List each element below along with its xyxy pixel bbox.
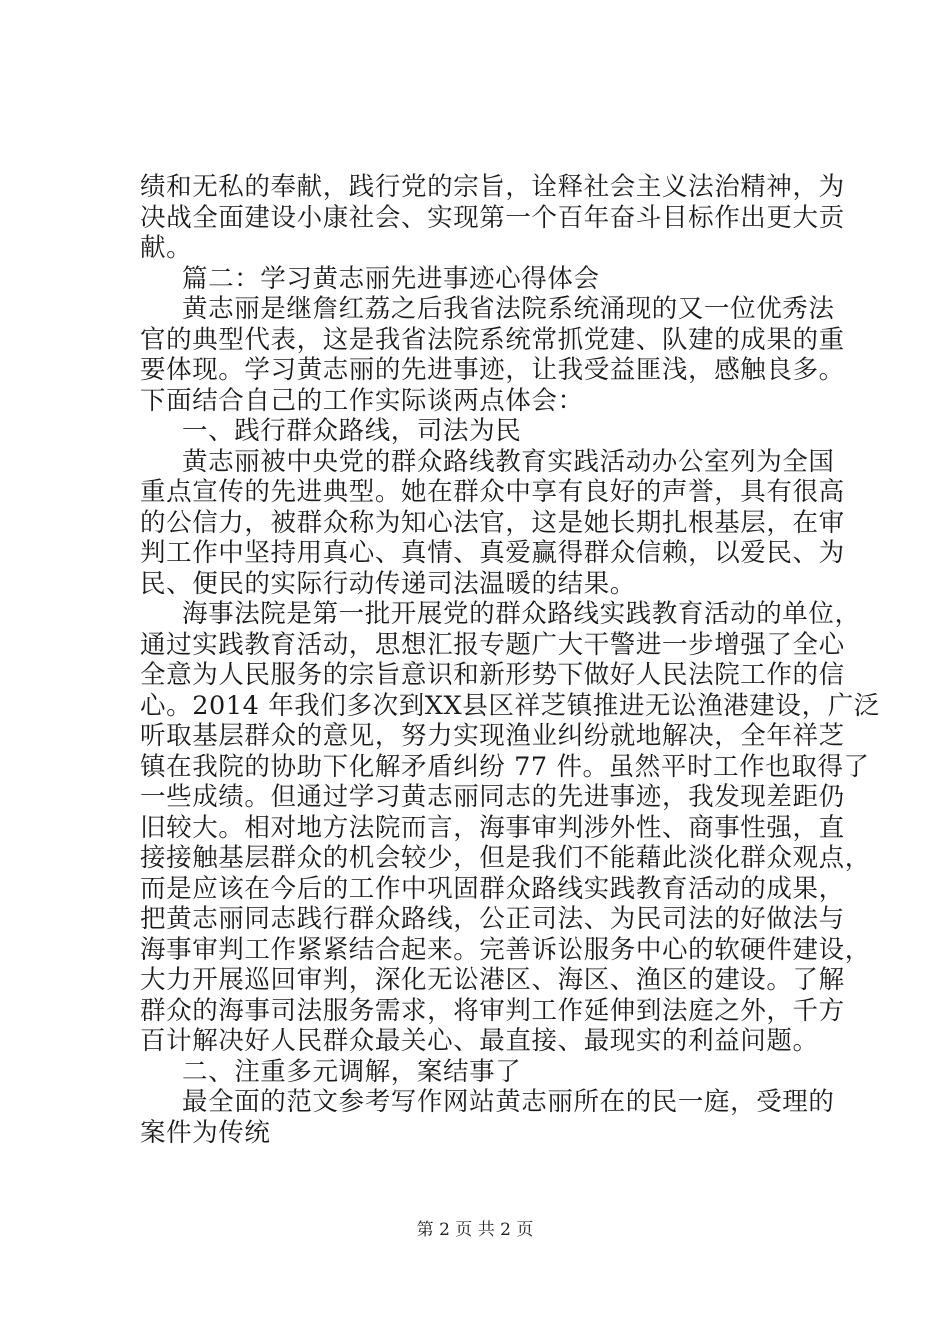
body-line: 全意为人民服务的宗旨意识和新形势下做好人民法院工作的信 xyxy=(140,660,845,690)
section-heading: 篇二：学习黄志丽先进事迹心得体会 xyxy=(182,263,600,294)
body-line: 绩和无私的奉献，践行党的宗旨，诠释社会主义法治精神，为 xyxy=(140,172,845,202)
body-line: 的公信力，被群众称为知心法官，这是她长期扎根基层，在审 xyxy=(140,507,845,538)
body-line: 海事法院是第一批开展党的群众路线实践教育活动的单位， xyxy=(182,599,861,629)
body-line: 把黄志丽同志践行群众路线，公正司法、为民司法的好做法与 xyxy=(140,904,845,934)
subsection-heading: 一、践行群众路线，司法为民 xyxy=(182,416,522,446)
body-line: 判工作中坚持用真心、真情、真爱赢得群众信赖，以爱民、为 xyxy=(140,538,845,568)
body-line: 接接触基层群众的机会较少，但是我们不能藉此淡化群众观点， xyxy=(140,843,871,873)
body-line: 百计解决好人民群众最关心、最直接、最现实的利益问题。 xyxy=(140,1026,819,1056)
body-line: 旧较大。相对地方法院而言，海事审判涉外性、商事性强，直 xyxy=(140,812,845,843)
body-line: 献。 xyxy=(140,233,193,263)
body-line: 一些成绩。但通过学习黄志丽同志的先进事迹，我发现差距仍 xyxy=(140,782,845,812)
body-line: 要体现。学习黄志丽的先进事迹，让我受益匪浅，感触良多。 xyxy=(140,355,845,385)
body-line: 海事审判工作紧紧结合起来。完善诉讼服务中心的软硬件建设， xyxy=(140,934,871,965)
body-line: 最全面的范文参考写作网站黄志丽所在的民一庭，受理的 xyxy=(182,1087,835,1117)
subsection-heading: 二、注重多元调解，案结事了 xyxy=(182,1056,522,1087)
body-line: 镇在我院的协助下化解矛盾纠纷 77 件。虽然平时工作也取得了 xyxy=(140,751,870,782)
body-line: 黄志丽是继詹红荔之后我省法院系统涌现的又一位优秀法 xyxy=(182,294,835,324)
page-footer: 第 2 页 共 2 页 xyxy=(416,1220,534,1240)
body-line: 而是应该在今后的工作中巩固群众路线实践教育活动的成果， xyxy=(140,873,845,904)
body-line: 听取基层群众的意见，努力实现渔业纠纷就地解决，全年祥芝 xyxy=(140,721,845,751)
body-line: 决战全面建设小康社会、实现第一个百年奋斗目标作出更大贡 xyxy=(140,202,845,233)
body-line: 重点宣传的先进典型。她在群众中享有良好的声誉，具有很高 xyxy=(140,477,845,507)
document-body xyxy=(140,172,880,1148)
body-line: 心。2014 年我们多次到XX县区祥芝镇推进无讼渔港建设，广泛 xyxy=(140,690,880,721)
body-line: 民、便民的实际行动传递司法温暖的结果。 xyxy=(140,568,636,599)
body-line: 案件为传统 xyxy=(140,1117,271,1148)
body-line: 通过实践教育活动，思想汇报专题广大干警进一步增强了全心 xyxy=(140,629,845,660)
body-line: 官的典型代表，这是我省法院系统常抓党建、队建的成果的重 xyxy=(140,324,845,355)
body-line: 大力开展巡回审判，深化无讼港区、海区、渔区的建设。了解 xyxy=(140,965,845,995)
body-line: 黄志丽被中央党的群众路线教育实践活动办公室列为全国 xyxy=(182,446,835,477)
body-line: 群众的海事司法服务需求，将审判工作延伸到法庭之外，千方 xyxy=(140,995,845,1026)
body-line: 下面结合自己的工作实际谈两点体会： xyxy=(140,385,584,416)
